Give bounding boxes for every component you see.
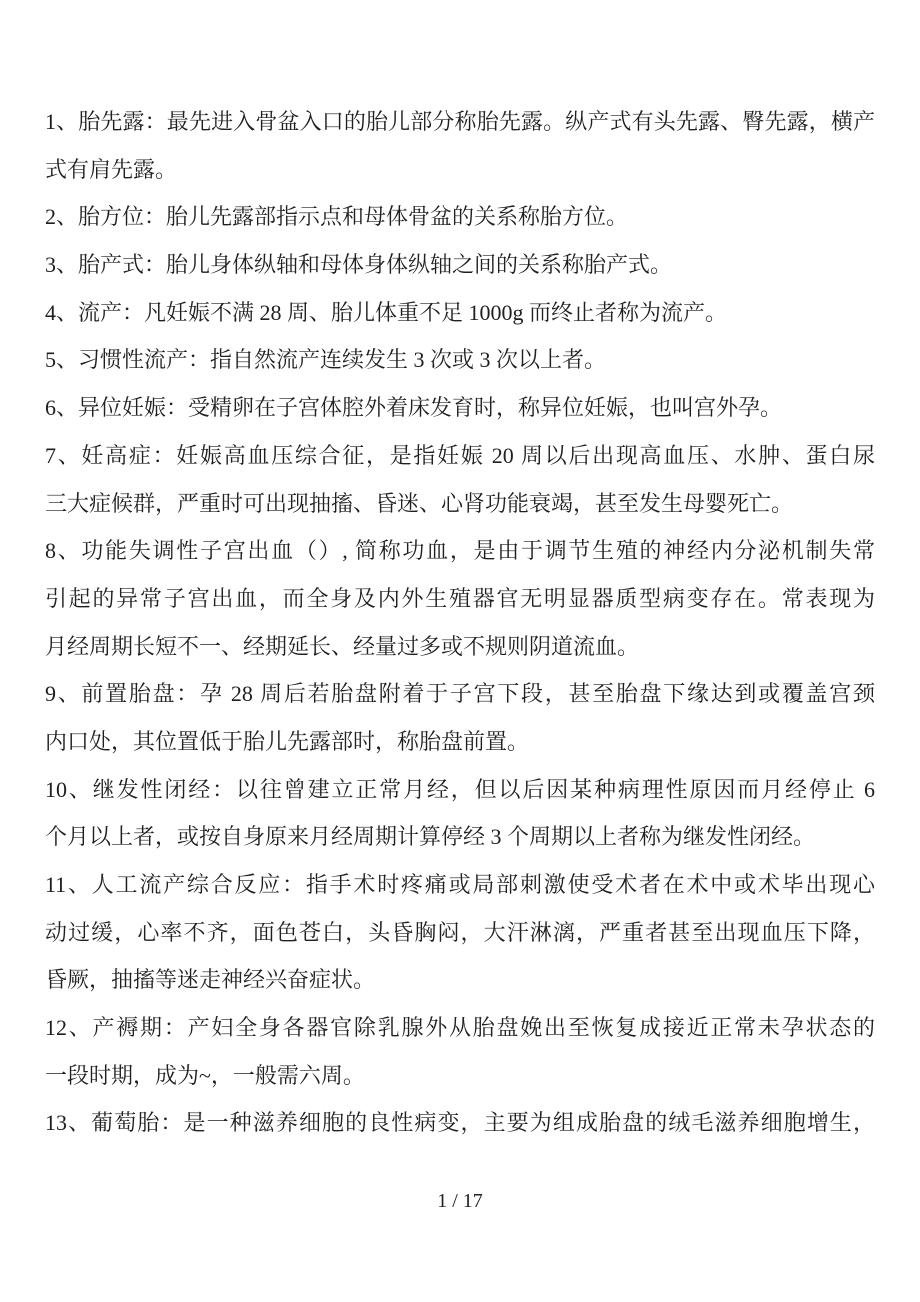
text-line: 内口处，其位置低于胎儿先露部时，称胎盘前置。 (45, 728, 530, 754)
text-line: 11、人工流产综合反应：指手术时疼痛或局部刺激使受术者在术中或术毕出现心 (45, 872, 875, 897)
text-line: 5、习惯性流产：指自然流产连续发生 3 次或 3 次以上者。 (45, 347, 607, 373)
text-line: 昏厥，抽搐等迷走神经兴奋症状。 (45, 967, 376, 993)
page-footer (45, 1186, 875, 1216)
text-line: 月经周期长短不一、经期延长、经量过多或不规则阴道流血。 (45, 633, 640, 659)
text-line: 12、产褥期：产妇全身各器官除乳腺外从胎盘娩出至恢复成接近正常未孕状态的 (45, 1015, 875, 1041)
text-line: 3、胎产式：胎儿身体纵轴和母体身体纵轴之间的关系称胎产式。 (45, 252, 673, 278)
text-line: 9、前置胎盘：孕 28 周后若胎盘附着于子宫下段，甚至胎盘下缘达到或覆盖宫颈 (45, 681, 875, 707)
text-line: 三大症候群，严重时可出现抽搐、昏迷、心肾功能衰竭，甚至发生母婴死亡。 (45, 490, 794, 516)
text-line: 一段时期，成为~，一般需六周。 (45, 1062, 365, 1088)
text-line: 动过缓，心率不齐，面色苍白，头昏胸闷，大汗淋漓，严重者甚至出现血压下降， (45, 919, 875, 945)
text-line: 2、胎方位：胎儿先露部指示点和母体骨盆的关系称胎方位。 (45, 204, 629, 230)
text-line: 13、葡萄胎：是一种滋养细胞的良性病变，主要为组成胎盘的绒毛滋养细胞增生， (45, 1110, 875, 1136)
text-line: 引起的异常子宫出血，而全身及内外生殖器官无明显器质型病变存在。常表现为 (45, 585, 875, 611)
text-line: 1、胎先露：最先进入骨盆入口的胎儿部分称胎先露。纵产式有头先露、臀先露，横产 (45, 109, 875, 134)
text-line: 7、妊高症：妊娠高血压综合征，是指妊娠 20 周以后出现高血压、水肿、蛋白尿 (45, 442, 875, 468)
text-line: 8、功能失调性子宫出血（）, 简称功血，是由于调节生殖的神经内分泌机制失常 (45, 538, 875, 564)
text-line: 个月以上者，或按自身原来月经周期计算停经 3 个周期以上者称为继发性闭经。 (45, 824, 816, 850)
text-line: 式有肩先露。 (45, 156, 178, 182)
page-number: 1 / 17 (437, 1190, 483, 1212)
text-line: 10、继发性闭经：以往曾建立正常月经，但以后因某种病理性原因而月经停止 6 (45, 776, 875, 802)
text-line: 6、异位妊娠：受精卵在子宫体腔外着床发育时，称异位妊娠，也叫宫外孕。 (45, 395, 783, 421)
text-line: 4、流产：凡妊娠不满 28 周、胎儿体重不足 1000g 而终止者称为流产。 (45, 299, 728, 325)
document-body (45, 98, 875, 1147)
